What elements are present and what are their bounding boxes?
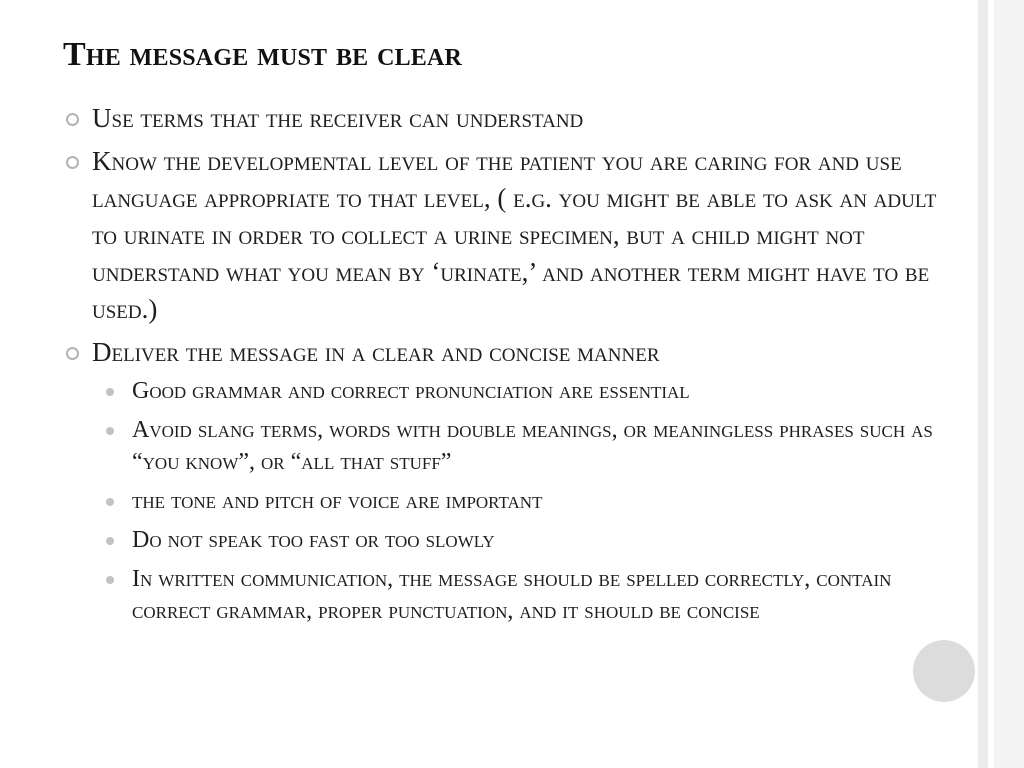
filled-dot-bullet-icon: [106, 576, 114, 584]
circle-decoration-icon: [913, 640, 975, 702]
sub-bullet-list: [92, 375, 960, 627]
sub-bullet-text: Good grammar and correct pronunciation are essential: [132, 378, 690, 404]
bullet-text: Use terms that the receiver can understand: [92, 103, 584, 133]
filled-dot-bullet-icon: [106, 498, 114, 506]
filled-dot-bullet-icon: [106, 388, 114, 396]
sub-bullet-text: the tone and pitch of voice are important: [132, 488, 543, 514]
sub-bullet-text: Do not speak too fast or too slowly: [132, 527, 495, 553]
sub-bullet-item: [92, 414, 960, 478]
bullet-item: [60, 334, 960, 627]
bullet-list: [60, 100, 960, 627]
hollow-circle-bullet-icon: [66, 156, 79, 169]
slide-content: [60, 100, 960, 634]
slide-title: The message must be clear: [63, 36, 463, 73]
sub-bullet-item: [92, 375, 960, 407]
hollow-circle-bullet-icon: [66, 347, 79, 360]
sub-bullet-item: [92, 563, 960, 627]
hollow-circle-bullet-icon: [66, 113, 79, 126]
decor-stripe-right: [994, 0, 1024, 768]
bullet-text: Know the developmental level of the patient you are caring for and use language appropriate to that level, ( e.g. you might be able to ask an adult to urinate in order to collect a urine specimen, but a child might not understand what you mean by ‘urinate,’ and another term might have to be used.): [92, 146, 937, 324]
sub-bullet-item: [92, 524, 960, 556]
sub-bullet-item: [92, 485, 960, 517]
sub-bullet-text: In written communication, the message should be spelled correctly, contain correct grammar, proper punctuation, and it should be concise: [132, 566, 892, 624]
bullet-text: Deliver the message in a clear and concise manner: [92, 337, 660, 367]
decor-stripe: [978, 0, 988, 768]
bullet-item: [60, 143, 960, 328]
filled-dot-bullet-icon: [106, 537, 114, 545]
sub-bullet-text: Avoid slang terms, words with double meanings, or meaningless phrases such as “you know”, or “all that stuff”: [132, 417, 933, 475]
bullet-item: [60, 100, 960, 137]
filled-dot-bullet-icon: [106, 427, 114, 435]
